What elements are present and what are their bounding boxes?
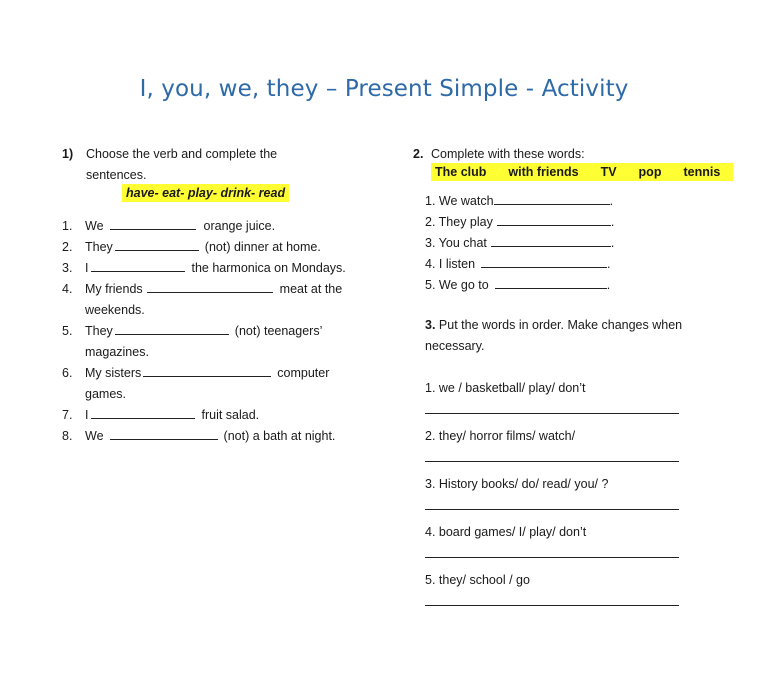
list-item: 4. board games/ I/ play/ don’t [425, 525, 587, 539]
exercise-3-instruction-cont: necessary. [425, 339, 485, 353]
list-item: 5. They (not) teenagers’ [62, 321, 382, 342]
list-item: 1. we / basketball/ play/ don’t [425, 381, 586, 395]
page-title: I, you, we, they – Present Simple - Activity [139, 76, 629, 102]
list-item: 1. We orange juice. [62, 216, 382, 237]
exercise-2-header [413, 144, 733, 165]
word-bank-item: with friends [508, 165, 579, 179]
list-item: 3. You chat . [413, 233, 733, 254]
exercise-1 [62, 144, 382, 447]
exercise-1-number: 1) [62, 147, 74, 161]
answer-blank[interactable] [91, 258, 185, 272]
exercise-2 [413, 144, 733, 606]
verb-list: have- eat- play- drink- read [122, 184, 289, 202]
answer-line[interactable] [425, 604, 679, 606]
word-bank-item: tennis [683, 165, 721, 179]
exercise-1-items: 1. We orange juice. 2. They (not) dinner at home. 3. I the harmonica on Mondays. 4. My friends meat at the weekends. 5. They (not) teenagers’ magazines. 6. My sisters computer games. 7. I fruit salad. 8. We (not) a bath at night. [62, 216, 382, 447]
exercise-2-number: 2. [413, 147, 424, 161]
list-item: 6. My sisters computer [62, 363, 382, 384]
answer-blank[interactable] [497, 212, 611, 226]
list-item: 2. They (not) dinner at home. [62, 237, 382, 258]
exercise-3-number: 3. [425, 318, 436, 332]
answer-blank[interactable] [91, 405, 195, 419]
answer-blank[interactable] [110, 216, 196, 230]
list-item: 2. they/ horror films/ watch/ [425, 429, 576, 443]
exercise-3-items [413, 378, 733, 606]
answer-blank[interactable] [115, 321, 229, 335]
answer-line[interactable] [425, 460, 679, 462]
list-item: 5. We go to . [413, 275, 733, 296]
exercise-1-instruction: Choose the verb and complete the [86, 147, 278, 161]
answer-blank[interactable] [494, 191, 610, 205]
list-item: 3. I the harmonica on Mondays. [62, 258, 382, 279]
answer-line[interactable] [425, 508, 679, 510]
answer-blank[interactable] [110, 426, 218, 440]
exercise-1-instruction-cont: sentences. [86, 168, 147, 182]
word-bank [431, 163, 733, 181]
list-item: 5. they/ school / go [425, 573, 530, 587]
word-bank-item: TV [600, 165, 617, 179]
exercise-1-header [62, 144, 382, 165]
answer-blank[interactable] [481, 254, 607, 268]
exercise-3 [413, 315, 733, 357]
exercise-2-instruction: Complete with these words: [431, 147, 585, 161]
list-item: 4. My friends meat at the [62, 279, 382, 300]
exercise-2-items [413, 191, 733, 296]
exercise-3-instruction: Put the words in order. Make changes when [438, 318, 683, 332]
answer-line[interactable] [425, 412, 679, 414]
list-item: 3. History books/ do/ read/ you/ ? [425, 477, 609, 491]
list-item: 7. I fruit salad. [62, 405, 382, 426]
answer-blank[interactable] [147, 279, 273, 293]
exercise-3-header [425, 315, 733, 336]
answer-line[interactable] [425, 556, 679, 558]
answer-blank[interactable] [143, 363, 271, 377]
list-item: 2. They play . [413, 212, 733, 233]
list-item: 4. I listen . [413, 254, 733, 275]
answer-blank[interactable] [495, 275, 607, 289]
answer-blank[interactable] [115, 237, 199, 251]
list-item: 1. We watch . [413, 191, 733, 212]
word-bank-item: pop [638, 165, 662, 179]
word-bank-item: The club [435, 165, 487, 179]
list-item: 8. We (not) a bath at night. [62, 426, 382, 447]
answer-blank[interactable] [491, 233, 611, 247]
